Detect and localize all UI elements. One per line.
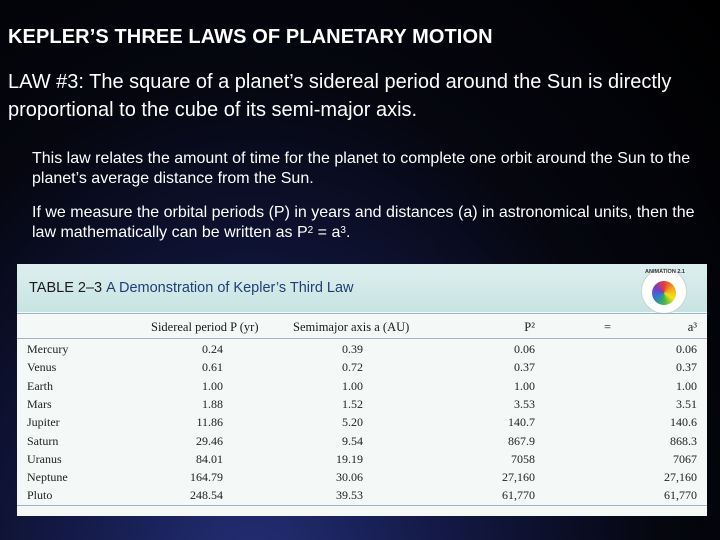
cell-a: 5.20: [342, 415, 363, 430]
cell-planet: Uranus: [27, 451, 62, 466]
table-title: A Demonstration of Kepler’s Third Law: [106, 280, 354, 296]
cell-planet: Neptune: [27, 470, 68, 485]
cell-planet: Jupiter: [27, 415, 60, 430]
table-row: [17, 470, 707, 488]
table-row: [17, 415, 707, 433]
table-rule-bottom: [17, 505, 707, 506]
explanation-paragraph: This law relates the amount of time for the planet to complete one orbit around the Sun to the planet’s average distance from the Sun.: [32, 150, 691, 187]
column-header-p2: P²: [524, 320, 535, 334]
column-header-period: Sidereal period P (yr): [151, 320, 259, 334]
cell-a3: 868.3: [670, 433, 697, 448]
animation-badge-label: ANIMATION 2.1: [645, 269, 685, 275]
table-row: [17, 379, 707, 397]
cell-a: 39.53: [336, 488, 363, 503]
cell-p: 29.46: [196, 433, 223, 448]
cell-a3: 0.06: [676, 342, 697, 356]
column-header-equals: =: [604, 320, 612, 334]
cell-p: 0.24: [202, 342, 223, 356]
table-header-band: [17, 264, 707, 312]
cell-p: 164.79: [190, 470, 223, 485]
cell-planet: Pluto: [27, 488, 53, 503]
cell-a3: 7067: [673, 451, 697, 466]
cell-a: 19.19: [336, 451, 363, 466]
cell-p2: 61,770: [502, 488, 535, 503]
cell-a3: 27,160: [664, 470, 697, 485]
table-row: [17, 397, 707, 415]
table-number: TABLE 2–3: [29, 280, 103, 296]
cell-a: 0.39: [342, 342, 363, 356]
formula-exponent-a: 3: [340, 225, 346, 236]
law-statement: LAW #3: The square of a planet’s sidereal period around the Sun is directly proportional to the cube of its semi-major axis.: [8, 71, 672, 121]
cell-a: 1.00: [342, 378, 363, 393]
cell-p: 1.88: [202, 396, 223, 411]
table-row: [17, 434, 707, 452]
cell-planet: Mercury: [27, 342, 69, 356]
cell-a: 0.72: [342, 360, 363, 375]
cell-a3: 61,770: [664, 488, 697, 503]
cell-a3: 140.6: [670, 415, 697, 430]
cell-p2: 140.7: [508, 415, 535, 430]
cell-planet: Saturn: [27, 433, 59, 448]
kepler-table: [17, 264, 707, 516]
cell-p2: 1.00: [514, 378, 535, 393]
cell-a: 9.54: [342, 433, 363, 448]
animation-swirl-icon: [652, 281, 676, 305]
cell-a3: 3.51: [676, 396, 697, 411]
table-caption: [29, 280, 354, 296]
cell-a: 1.52: [342, 396, 363, 411]
cell-planet: Earth: [27, 378, 53, 393]
formula-text: If we measure the orbital periods (P) in years and distances (a) in astronomical units, then the law mathematically can be written as P: [32, 204, 695, 241]
table-rule-header: [17, 338, 707, 339]
formula-equals-a: = a: [313, 224, 341, 241]
cell-a: 30.06: [336, 470, 363, 485]
cell-p: 0.61: [202, 360, 223, 375]
column-header-semimajor: Semimajor axis a (AU): [293, 320, 410, 334]
cell-p: 84.01: [196, 451, 223, 466]
animation-badge-icon[interactable]: [641, 268, 687, 314]
cell-p2: 7058: [511, 451, 535, 466]
table-row: [17, 452, 707, 470]
cell-planet: Venus: [27, 360, 57, 375]
table-row: [17, 342, 707, 360]
table-row: [17, 488, 707, 506]
slide-title: KEPLER’S THREE LAWS OF PLANETARY MOTION: [8, 26, 493, 48]
cell-a3: 1.00: [676, 378, 697, 393]
formula-exponent-p: 2: [307, 225, 314, 236]
table-row: [17, 360, 707, 378]
cell-p2: 0.06: [514, 342, 535, 356]
cell-planet: Mars: [27, 396, 52, 411]
table-rule-top: [17, 313, 707, 314]
formula-paragraph: [32, 203, 702, 243]
formula-period: .: [345, 224, 351, 241]
cell-a3: 0.37: [676, 360, 697, 375]
cell-p: 1.00: [202, 378, 223, 393]
cell-p2: 3.53: [514, 396, 535, 411]
column-header-a3: a³: [687, 320, 697, 334]
cell-p2: 867.9: [508, 433, 535, 448]
cell-p: 11.86: [196, 415, 223, 430]
cell-p: 248.54: [190, 488, 223, 503]
cell-p2: 27,160: [502, 470, 535, 485]
cell-p2: 0.37: [514, 360, 535, 375]
